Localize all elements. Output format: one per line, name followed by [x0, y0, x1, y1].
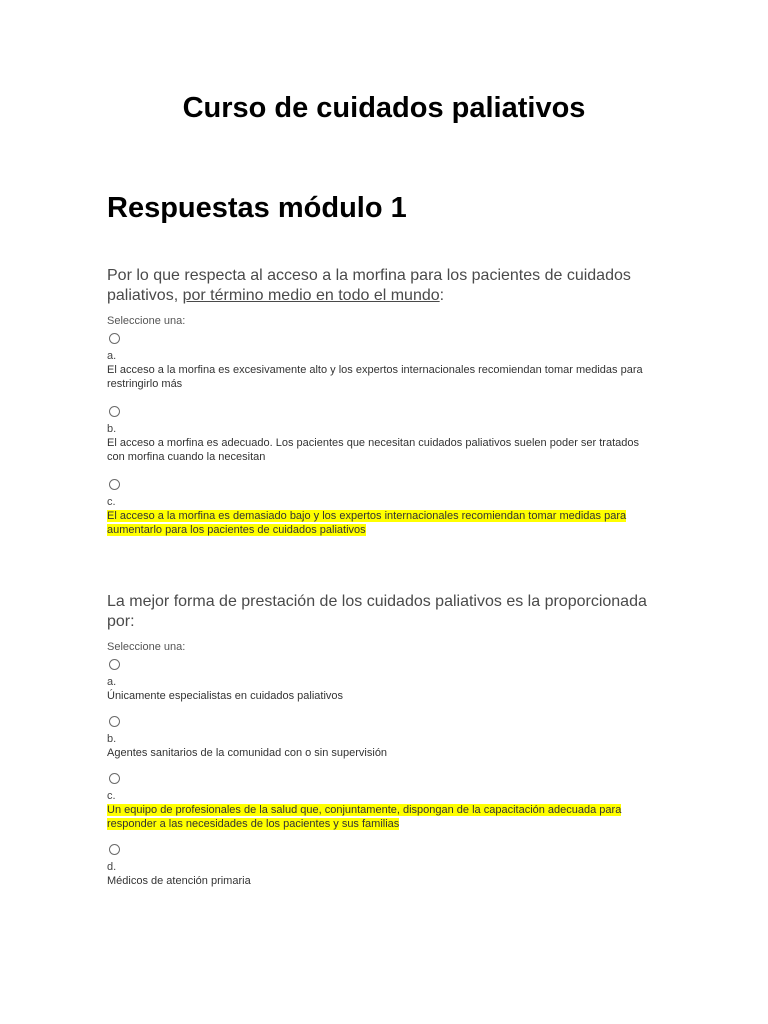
option-letter: c. — [107, 496, 116, 508]
option-a — [107, 333, 667, 391]
option-text: El acceso a la morfina es excesivamente alto y los expertos internacionales recomiendan tomar medidas para restringirlo más — [107, 364, 643, 390]
question-1-text-start: Por lo que respecta al acceso a la morfina para los pacientes de cuidados paliativos, — [107, 267, 631, 304]
option-letter: b. — [107, 423, 117, 435]
option-letter: d. — [107, 861, 117, 873]
option-d — [107, 844, 667, 888]
question-1-text-end: : — [439, 287, 445, 304]
answer-highlight: Un equipo de profesionales de la salud que, conjuntamente, dispongan de la capacitación adecuada para responder a las necesidades de los pacientes y sus familias — [107, 804, 622, 830]
select-one-label: Seleccione una: — [107, 641, 186, 653]
option-b — [107, 716, 667, 760]
option-text-highlighted — [107, 509, 659, 537]
radio-button-c[interactable] — [109, 479, 120, 490]
option-a — [107, 659, 667, 703]
question-1-underlined-text: por término medio en todo el mundo — [182, 287, 440, 304]
answer-highlight: El acceso a la morfina es demasiado bajo y los expertos internacionales recomiendan tomar medidas para aumentarlo para los pacientes de cuidados paliativos — [107, 510, 627, 536]
radio-button-c[interactable] — [109, 773, 120, 784]
option-c — [107, 773, 667, 831]
question-1-options — [107, 333, 667, 537]
option-text: Únicamente especialistas en cuidados paliativos — [107, 690, 344, 702]
option-text: Agentes sanitarios de la comunidad con o sin supervisión — [107, 747, 388, 759]
question-2 — [107, 592, 667, 888]
radio-button-b[interactable] — [109, 716, 120, 727]
question-2-text: La mejor forma de prestación de los cuidados paliativos es la proporcionada por: — [107, 593, 647, 630]
option-b — [107, 406, 667, 464]
question-1 — [107, 266, 667, 537]
radio-button-b[interactable] — [109, 406, 120, 417]
module-heading: Respuestas módulo 1 — [107, 192, 407, 224]
option-letter: a. — [107, 676, 117, 688]
option-letter: c. — [107, 790, 116, 802]
select-one-label: Seleccione una: — [107, 315, 186, 327]
option-text: Médicos de atención primaria — [107, 875, 251, 887]
radio-button-a[interactable] — [109, 333, 120, 344]
radio-button-d[interactable] — [109, 844, 120, 855]
option-text: El acceso a morfina es adecuado. Los pacientes que necesitan cuidados paliativos suelen poder ser tratados con morfina cuando la necesitan — [107, 437, 640, 463]
question-2-options — [107, 659, 667, 888]
document-title: Curso de cuidados paliativos — [182, 92, 586, 124]
radio-button-a[interactable] — [109, 659, 120, 670]
option-letter: b. — [107, 733, 117, 745]
question-1-text — [107, 266, 667, 306]
option-letter: a. — [107, 350, 117, 362]
option-text-highlighted — [107, 803, 659, 831]
option-c — [107, 479, 667, 537]
